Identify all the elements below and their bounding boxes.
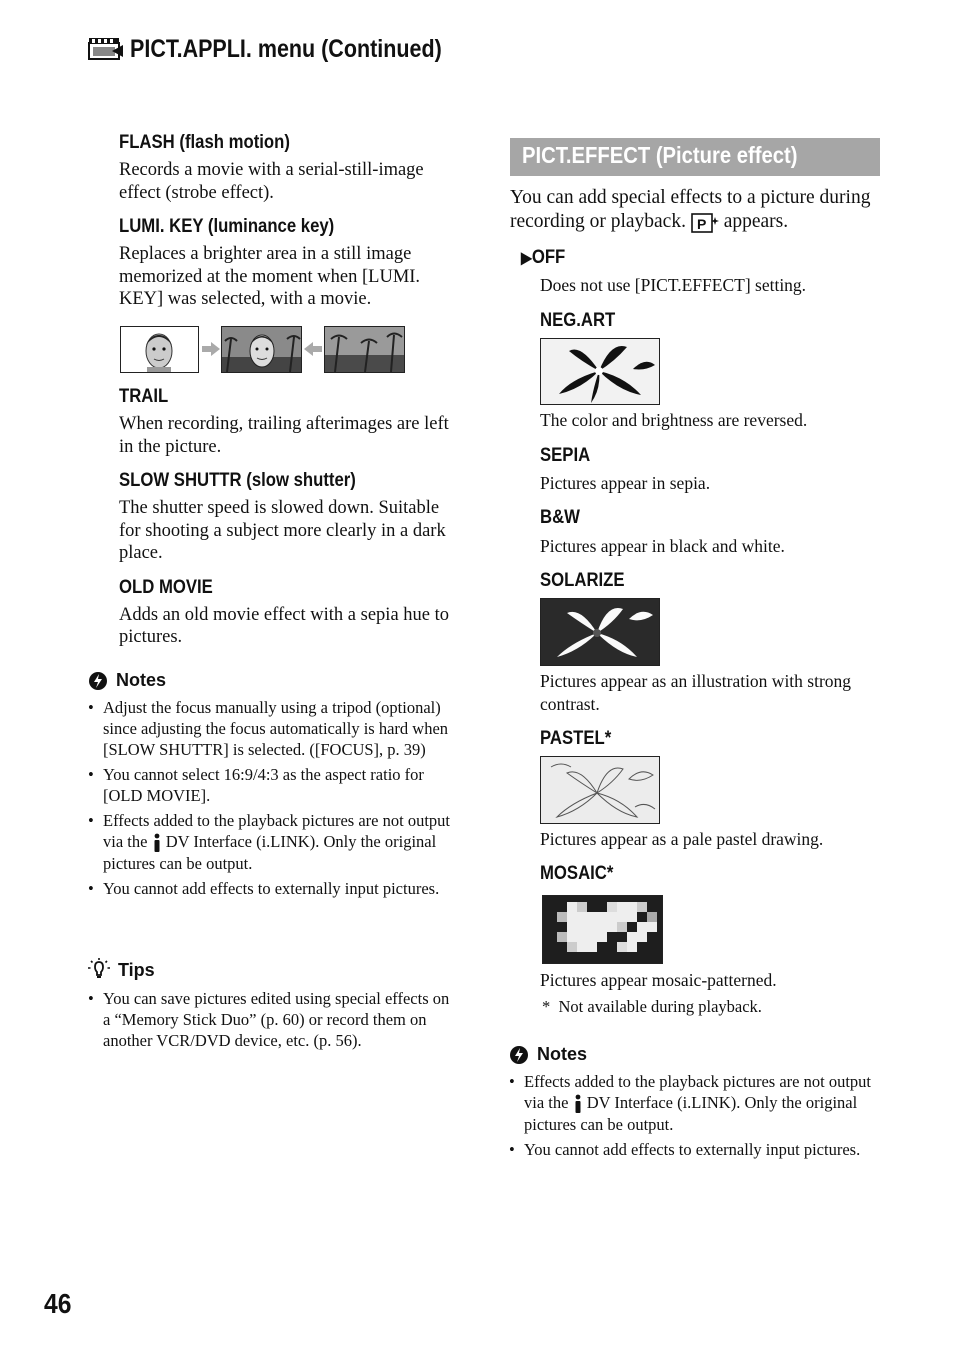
text-mosaic: Pictures appear mosaic-patterned.: [540, 970, 777, 990]
tips-heading: Tips: [88, 958, 456, 982]
left-tips: [88, 958, 456, 1055]
notes-heading: Notes: [88, 670, 456, 691]
i-link-icon: [152, 833, 162, 853]
text-trail: When recording, trailing afterimages are left in the picture.: [119, 414, 449, 457]
text-old-movie: Adds an old movie effect with a sepia hue to pictures.: [119, 604, 450, 647]
heading-mosaic: MOSAIC*: [540, 863, 614, 884]
text-solarize: Pictures appear as an illustration with strong contrast.: [540, 671, 852, 714]
left-notes: [88, 670, 456, 903]
text-sepia: Pictures appear in sepia.: [540, 473, 711, 493]
heading-slow-shuttr: SLOW SHUTTR (slow shutter): [119, 470, 356, 491]
page-title: PICT.APPLI. menu (Continued): [130, 34, 442, 63]
page-header: [88, 32, 493, 66]
heading-old-movie: OLD MOVIE: [119, 576, 213, 598]
intro-text: You can add special effects to a picture during recording or playback. P appears.: [510, 187, 871, 232]
picture-effect-icon: [691, 213, 719, 233]
tip-item: • You can save pictures edited using special effects on a “Memory Stick Duo” (p. 60) or record them on another VCR/DVD device, etc. (p. 56).: [88, 988, 456, 1051]
page-number: 46: [44, 1288, 72, 1319]
caution-icon: [509, 1045, 529, 1065]
text-lumi-key: Replaces a brighter area in a still image memorized at the moment when [LUMI. KEY] was selected, with a movie.: [119, 244, 421, 309]
svg-text:P: P: [696, 215, 707, 232]
mosaic-image: [542, 895, 663, 964]
heading-bw: B&W: [540, 507, 580, 528]
note-item: • Effects added to the playback pictures are not output via the DV Interface (i.LINK). Only the original pictures can be output.: [509, 1071, 874, 1135]
heading-off: ▶OFF: [521, 247, 566, 268]
lumi-key-image-face: [120, 326, 199, 373]
text-bw: Pictures appear in black and white.: [540, 536, 785, 556]
footnote: * Not available during playback.: [542, 997, 762, 1016]
right-notes: [509, 1044, 874, 1164]
neg-art-image: [540, 338, 660, 405]
caution-icon: [88, 671, 108, 691]
default-marker: ▶: [521, 250, 532, 267]
section-title-bar: [510, 138, 880, 176]
left-column-lower: [119, 386, 464, 649]
lumi-key-image-composite: [221, 326, 302, 373]
heading-sepia: SEPIA: [540, 445, 591, 466]
heading-trail: TRAIL: [119, 386, 169, 407]
arrow-right-icon: [202, 342, 220, 356]
right-intro: [510, 186, 882, 234]
film-clapper-icon: [88, 37, 124, 61]
notes-list: [88, 697, 456, 899]
notes-list: [509, 1071, 874, 1160]
heading-lumi-key: LUMI. KEY (luminance key): [119, 216, 335, 237]
note-item: • You cannot add effects to externally input pictures.: [509, 1139, 874, 1160]
tips-list: [88, 988, 456, 1051]
note-item: • You cannot select 16:9/4:3 as the aspect ratio for [OLD MOVIE].: [88, 764, 456, 806]
text-pastel: Pictures appear as a pale pastel drawing.: [540, 829, 824, 849]
heading-pastel: PASTEL*: [540, 728, 612, 749]
heading-solarize: SOLARIZE: [540, 570, 625, 591]
left-column: [119, 132, 464, 311]
solarize-image: [540, 598, 660, 666]
notes-heading: Notes: [509, 1044, 874, 1065]
heading-neg-art: NEG.ART: [540, 310, 616, 331]
note-item: • You cannot add effects to externally input pictures.: [88, 878, 456, 899]
text-neg-art: The color and brightness are reversed.: [540, 410, 808, 430]
text-flash: Records a movie with a serial-still-image effect (strobe effect).: [119, 160, 424, 203]
option-off: [521, 247, 881, 269]
pastel-image: [540, 756, 660, 824]
section-title: PICT.EFFECT (Picture effect): [522, 142, 798, 168]
note-item: • Adjust the focus manually using a tripod (optional) since adjusting the focus automatically is hard when [SLOW SHUTTR] is selected. ([FOCUS], p. 39): [88, 697, 456, 760]
lightbulb-icon: [88, 958, 110, 982]
heading-flash: FLASH (flash motion): [119, 132, 290, 153]
lumi-key-image-background: [324, 326, 405, 373]
arrow-left-icon: [304, 342, 322, 356]
i-link-icon: [573, 1094, 583, 1114]
text-off: Does not use [PICT.EFFECT] setting.: [540, 275, 807, 295]
note-item: • Effects added to the playback pictures are not output via the DV Interface (i.LINK). Only the original pictures can be output.: [88, 810, 456, 874]
text-slow-shuttr: The shutter speed is slowed down. Suitable for shooting a subject more clearly in a dark place.: [119, 498, 446, 563]
